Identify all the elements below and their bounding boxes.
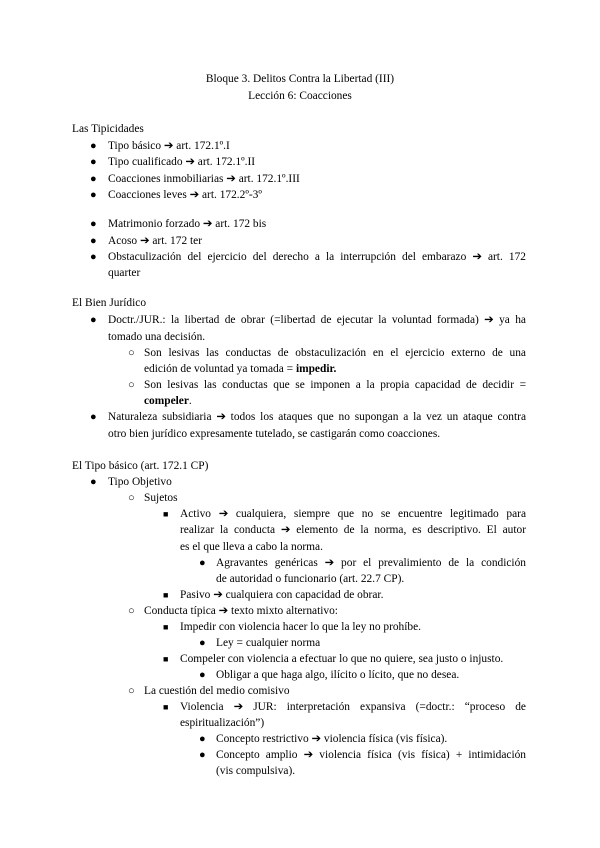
list-item: Tipo cualificado ➔ art. 172.1º.II	[108, 156, 256, 168]
list-item: Impedir con violencia hacer lo que la ley no prohíbe.	[180, 621, 422, 633]
bullet-filled: ●	[90, 189, 97, 201]
list-item: Concepto amplio ➔ violencia física (vis física) + intimidación	[216, 749, 526, 761]
list-item: Sujetos	[144, 492, 178, 504]
bullet-hollow: ○	[128, 605, 135, 617]
list-item-continuation: compeler.	[144, 395, 192, 407]
list-item: Activo ➔ cualquiera, siempre que no se encuentre legitimado para	[180, 508, 526, 520]
emphasis-compeler: compeler	[144, 395, 189, 407]
list-item: Ley = cualquier norma	[216, 637, 321, 649]
list-item-continuation: es el que lleva a cabo la norma.	[180, 541, 323, 553]
bullet-square: ■	[163, 702, 169, 712]
list-item: Obligar a que haga algo, ilícito o lícito, que no desea.	[216, 669, 460, 681]
list-item: Doctr./JUR.: la libertad de obrar (=libertad de ejecutar la voluntad formada) ➔ ya ha	[108, 314, 526, 326]
document-title: Bloque 3. Delitos Contra la Libertad (III)	[205, 73, 395, 85]
bullet-filled: ●	[90, 411, 97, 423]
section-heading-tipo-basico: El Tipo básico (art. 172.1 CP)	[72, 460, 209, 472]
bullet-hollow: ○	[128, 347, 135, 359]
bullet-filled: ●	[90, 218, 97, 230]
bullet-hollow: ○	[128, 379, 135, 391]
list-item: Coacciones inmobiliarias ➔ art. 172.1º.III	[108, 173, 300, 185]
list-item-continuation: tomado una decisión.	[108, 331, 206, 343]
section-heading-tipicidades: Las Tipicidades	[72, 123, 144, 135]
list-item: Obstaculización del ejercicio del derecho a la interrupción del embarazo ➔ art. 172	[108, 251, 526, 263]
list-item: Matrimonio forzado ➔ art. 172 bis	[108, 218, 267, 230]
bullet-filled: ●	[90, 173, 97, 185]
bullet-filled: ●	[199, 637, 206, 649]
bullet-filled: ●	[199, 669, 206, 681]
bullet-filled: ●	[90, 156, 97, 168]
list-item: Coacciones leves ➔ art. 172.2º-3º	[108, 189, 262, 201]
bullet-filled: ●	[199, 557, 206, 569]
list-item: Son lesivas las conductas que se imponen a la propia capacidad de decidir =	[144, 379, 526, 391]
list-item: Violencia ➔ JUR: interpretación expansiva (=doctr.: “proceso de	[180, 701, 526, 713]
bullet-filled: ●	[90, 314, 97, 326]
list-item: Conducta típica ➔ texto mixto alternativo:	[144, 605, 338, 617]
list-item: Pasivo ➔ cualquiera con capacidad de obrar.	[180, 589, 384, 601]
bullet-hollow: ○	[128, 685, 135, 697]
list-item-continuation: quarter	[108, 267, 141, 279]
list-item: Acoso ➔ art. 172 ter	[108, 235, 203, 247]
bullet-square: ■	[163, 509, 169, 519]
bullet-filled: ●	[90, 235, 97, 247]
list-item-continuation: espiritualización”)	[180, 717, 265, 729]
list-item: Tipo Objetivo	[108, 476, 172, 488]
emphasis-impedir: impedir.	[295, 363, 337, 375]
document-lesson: Lección 6: Coacciones	[248, 90, 352, 102]
bullet-filled: ●	[199, 749, 206, 761]
list-item-continuation: (vis compulsiva).	[216, 765, 296, 777]
bullet-filled: ●	[199, 733, 206, 745]
list-item: Agravantes genéricas ➔ por el prevalimiento de la condición	[216, 557, 526, 569]
bullet-filled: ●	[90, 140, 97, 152]
bullet-filled: ●	[90, 476, 97, 488]
list-item: Tipo básico ➔ art. 172.1º.I	[108, 140, 230, 152]
list-item: Naturaleza subsidiaria ➔ todos los ataques que no supongan a la vez un ataque contra	[108, 411, 526, 423]
bullet-filled: ●	[90, 251, 97, 263]
list-item-continuation: otro bien jurídico expresamente tutelado, se castigarán como coacciones.	[108, 428, 441, 440]
section-heading-bien-juridico: El Bien Jurídico	[72, 297, 147, 309]
list-item-continuation: realizar la conducta ➔ elemento de la norma, es descriptivo. El autor	[180, 524, 526, 536]
list-item: Concepto restrictivo ➔ violencia física (vis física).	[216, 733, 448, 745]
list-item: Compeler con violencia a efectuar lo que no quiere, sea justo o injusto.	[180, 653, 504, 665]
bullet-square: ■	[163, 590, 169, 600]
bullet-square: ■	[163, 622, 169, 632]
list-item: Son lesivas las conductas de obstaculización en el ejercicio externo de una	[144, 347, 526, 359]
list-item: La cuestión del medio comisivo	[144, 685, 290, 697]
bullet-hollow: ○	[128, 492, 135, 504]
bullet-square: ■	[163, 654, 169, 664]
list-item-continuation: edición de voluntad ya tomada = impedir.	[144, 363, 337, 375]
list-item-continuation: de autoridad o funcionario (art. 22.7 CP).	[216, 573, 405, 585]
